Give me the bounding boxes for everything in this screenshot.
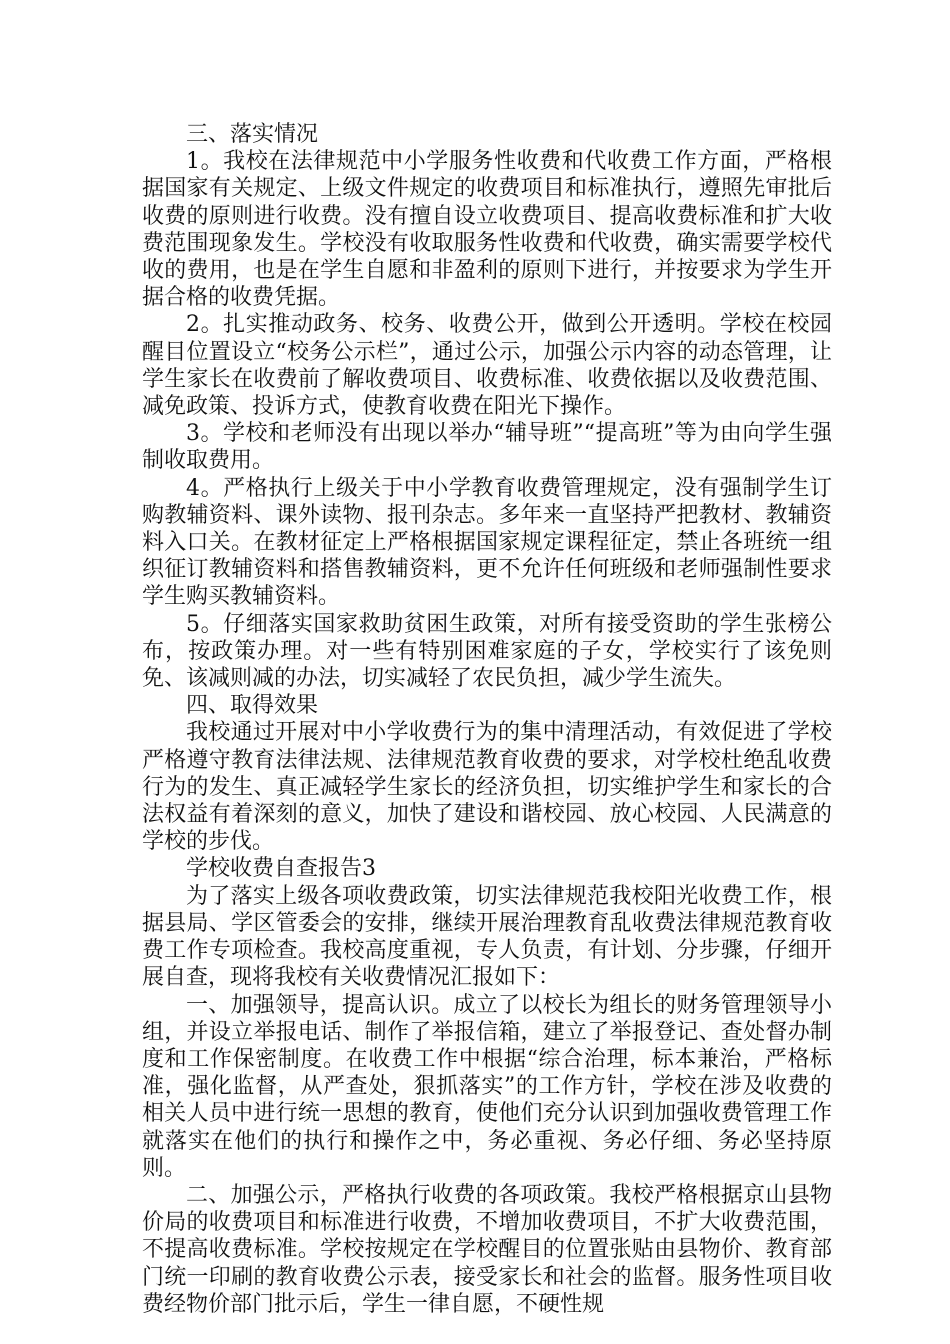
paragraph-intro: 为了落实上级各项收费政策，切实法律规范我校阳光收费工作，根据县局、学区管委会的安排，继续开展治理教育乱收费法律规范教育收费工作专项检查。我校高度重视，专人负责，有计划、分步骤，仔细开展自查，现将我校有关收费情况汇报如下：: [142, 883, 832, 991]
document-body: [142, 121, 832, 1318]
paragraph-item-1: 1。我校在法律规范中小学服务性收费和代收费工作方面，严格根据国家有关规定、上级文件规定的收费项目和标准执行，遵照先审批后收费的原则进行收费。没有擅自设立收费项目、提高收费标准和扩大收费范围现象发生。学校没有收取服务性收费和代收费，确实需要学校代收的费用，也是在学生自愿和非盈利的原则下进行，并按要求为学生开据合格的收费凭据。: [142, 149, 832, 311]
section-heading-implementation: 三、落实情况: [186, 122, 319, 147]
paragraph-item-2: 2。扎实推动政务、校务、收费公开，做到公开透明。学校在校园醒目位置设立“校务公示栏”，通过公示，加强公示内容的动态管理，让学生家长在收费前了解收费项目、收费标准、收费依据以及收费范围、减免政策、投诉方式，使教育收费在阳光下操作。: [142, 312, 832, 420]
report-title: 学校收费自查报告3: [186, 856, 376, 882]
paragraph-publicity: 二、加强公示，严格执行收费的各项政策。我校严格根据京山县物价局的收费项目和标准进行收费，不增加收费项目，不扩大收费范围，不提高收费标准。学校按规定在学校醒目的位置张贴由县物价、教育部门统一印刷的教育收费公示表，接受家长和社会的监督。服务性项目收费经物价部门批示后，学生一律自愿，不硬性规: [142, 1182, 832, 1317]
section-heading-results: 四、取得效果: [186, 693, 319, 719]
paragraph-results: 我校通过开展对中小学收费行为的集中清理活动，有效促进了学校严格遵守教育法律法规、法律规范教育收费的要求，对学校杜绝乱收费行为的发生、真正减轻学生家长的经济负担，切实维护学生和家长的合法权益有着深刻的意义，加快了建设和谐校园、放心校园、人民满意的学校的步伐。: [142, 720, 832, 855]
paragraph-item-4: 4。严格执行上级关于中小学教育收费管理规定，没有强制学生订购教辅资料、课外读物、报刊杂志。多年来一直坚持严把教材、教辅资料入口关。在教材征定上严格根据国家规定课程征定，禁止各班统一组织征订教辅资料和搭售教辅资料，更不允许任何班级和老师强制性要求学生购买教辅资料。: [142, 475, 832, 610]
paragraph-item-5: 5。仔细落实国家救助贫困生政策，对所有接受资助的学生张榜公布，按政策办理。对一些有特别困难家庭的子女，学校实行了该免则免、该减则减的办法，切实减轻了农民负担，减少学生流失。: [142, 611, 832, 692]
paragraph-item-3: 3。学校和老师没有出现以举办“辅导班”“提高班”等为由向学生强制收取费用。: [142, 421, 832, 474]
paragraph-leadership: 一、加强领导，提高认识。成立了以校长为组长的财务管理领导小组，并设立举报电话、制作了举报信箱，建立了举报登记、查处督办制度和工作保密制度。在收费工作中根据“综合治理，标本兼治，严格标准，强化监督，从严查处，狠抓落实”的工作方针，学校在涉及收费的相关人员中进行统一思想的教育，使他们充分认识到加强收费管理工作就落实在他们的执行和操作之中，务必重视、务必仔细、务必坚持原则。: [142, 992, 832, 1181]
